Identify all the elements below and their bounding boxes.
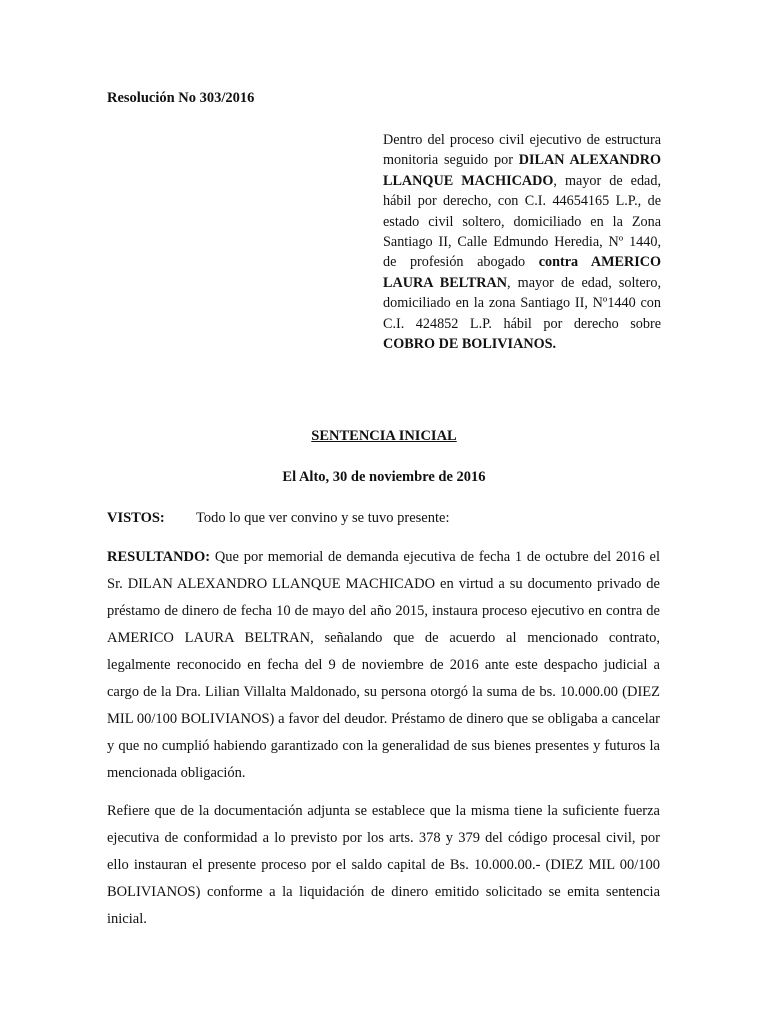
- intro-text-1: Dentro del proceso civil ejecutivo de estructura monitoria seguido por: [383, 132, 661, 169]
- vistos-label: VISTOS:: [107, 510, 165, 526]
- resolution-number: Resolución No 303/2016: [107, 90, 255, 106]
- intro-text-3: , mayor de edad, soltero, domiciliado en la zona Santiago II, Nº1440 con C.I. 424852 L.P. hábil por derecho sobre: [383, 274, 662, 332]
- refiere-paragraph: Refiere que de la documentación adjunta se establece que la misma tiene la suficiente fuerza ejecutiva de conformidad a lo previsto por los arts. 378 y 379 del código procesal civil, por ello instauran el presente proceso por el saldo capital de Bs. 10.000.00.- (DIEZ MIL 00/100 BOLIVIANOS) conforme a la liquidación de dinero emitido solicitado se emita sentencia inicial.: [107, 803, 660, 927]
- plaintiff-name: DILAN ALEXANDRO LLANQUE MACHICADO: [383, 152, 661, 189]
- intro-text-2: , mayor de edad, hábil por derecho, con C.I. 44654165 L.P., de estado civil soltero, domiciliado en la Zona Santiago II, Calle Edmundo Heredia, Nº 1440, de profesión abogado: [383, 172, 661, 271]
- intro-paragraph: [383, 130, 661, 354]
- vistos-text: Todo lo que ver convino y se tuvo presente:: [196, 510, 450, 526]
- date-line: El Alto, 30 de noviembre de 2016: [282, 469, 486, 485]
- defendant-name: contra AMERICO LAURA BELTRAN: [383, 254, 661, 291]
- resultando-paragraph: [107, 544, 660, 787]
- sentencia-title: SENTENCIA INICIAL: [311, 428, 457, 444]
- resultando-text: Que por memorial de demanda ejecutiva de fecha 1 de octubre del 2016 el Sr. DILAN ALEXANDRO LLANQUE MACHICADO en virtud a su documento privado de préstamo de dinero de fecha 10 de mayo del año 2015, instaura proceso ejecutivo en contra de AMERICO LAURA BELTRAN, señalando que de acuerdo al mencionado contrato, legalmente reconocido en fecha del 9 de noviembre de 2016 ante este despacho judicial a cargo de la Dra. Lilian Villalta Maldonado, su persona otorgó la suma de bs. 10.000.00 (DIEZ MIL 00/100 BOLIVIANOS) a favor del deudor. Préstamo de dinero que se obligaba a cancelar y que no cumplió habiendo garantizado con la generalidad de sus bienes presentes y futuros la mencionada obligación.: [107, 549, 660, 781]
- subject-matter: COBRO DE BOLIVIANOS.: [383, 336, 557, 353]
- resultando-label: RESULTANDO:: [107, 549, 211, 565]
- vistos-line: [107, 510, 449, 527]
